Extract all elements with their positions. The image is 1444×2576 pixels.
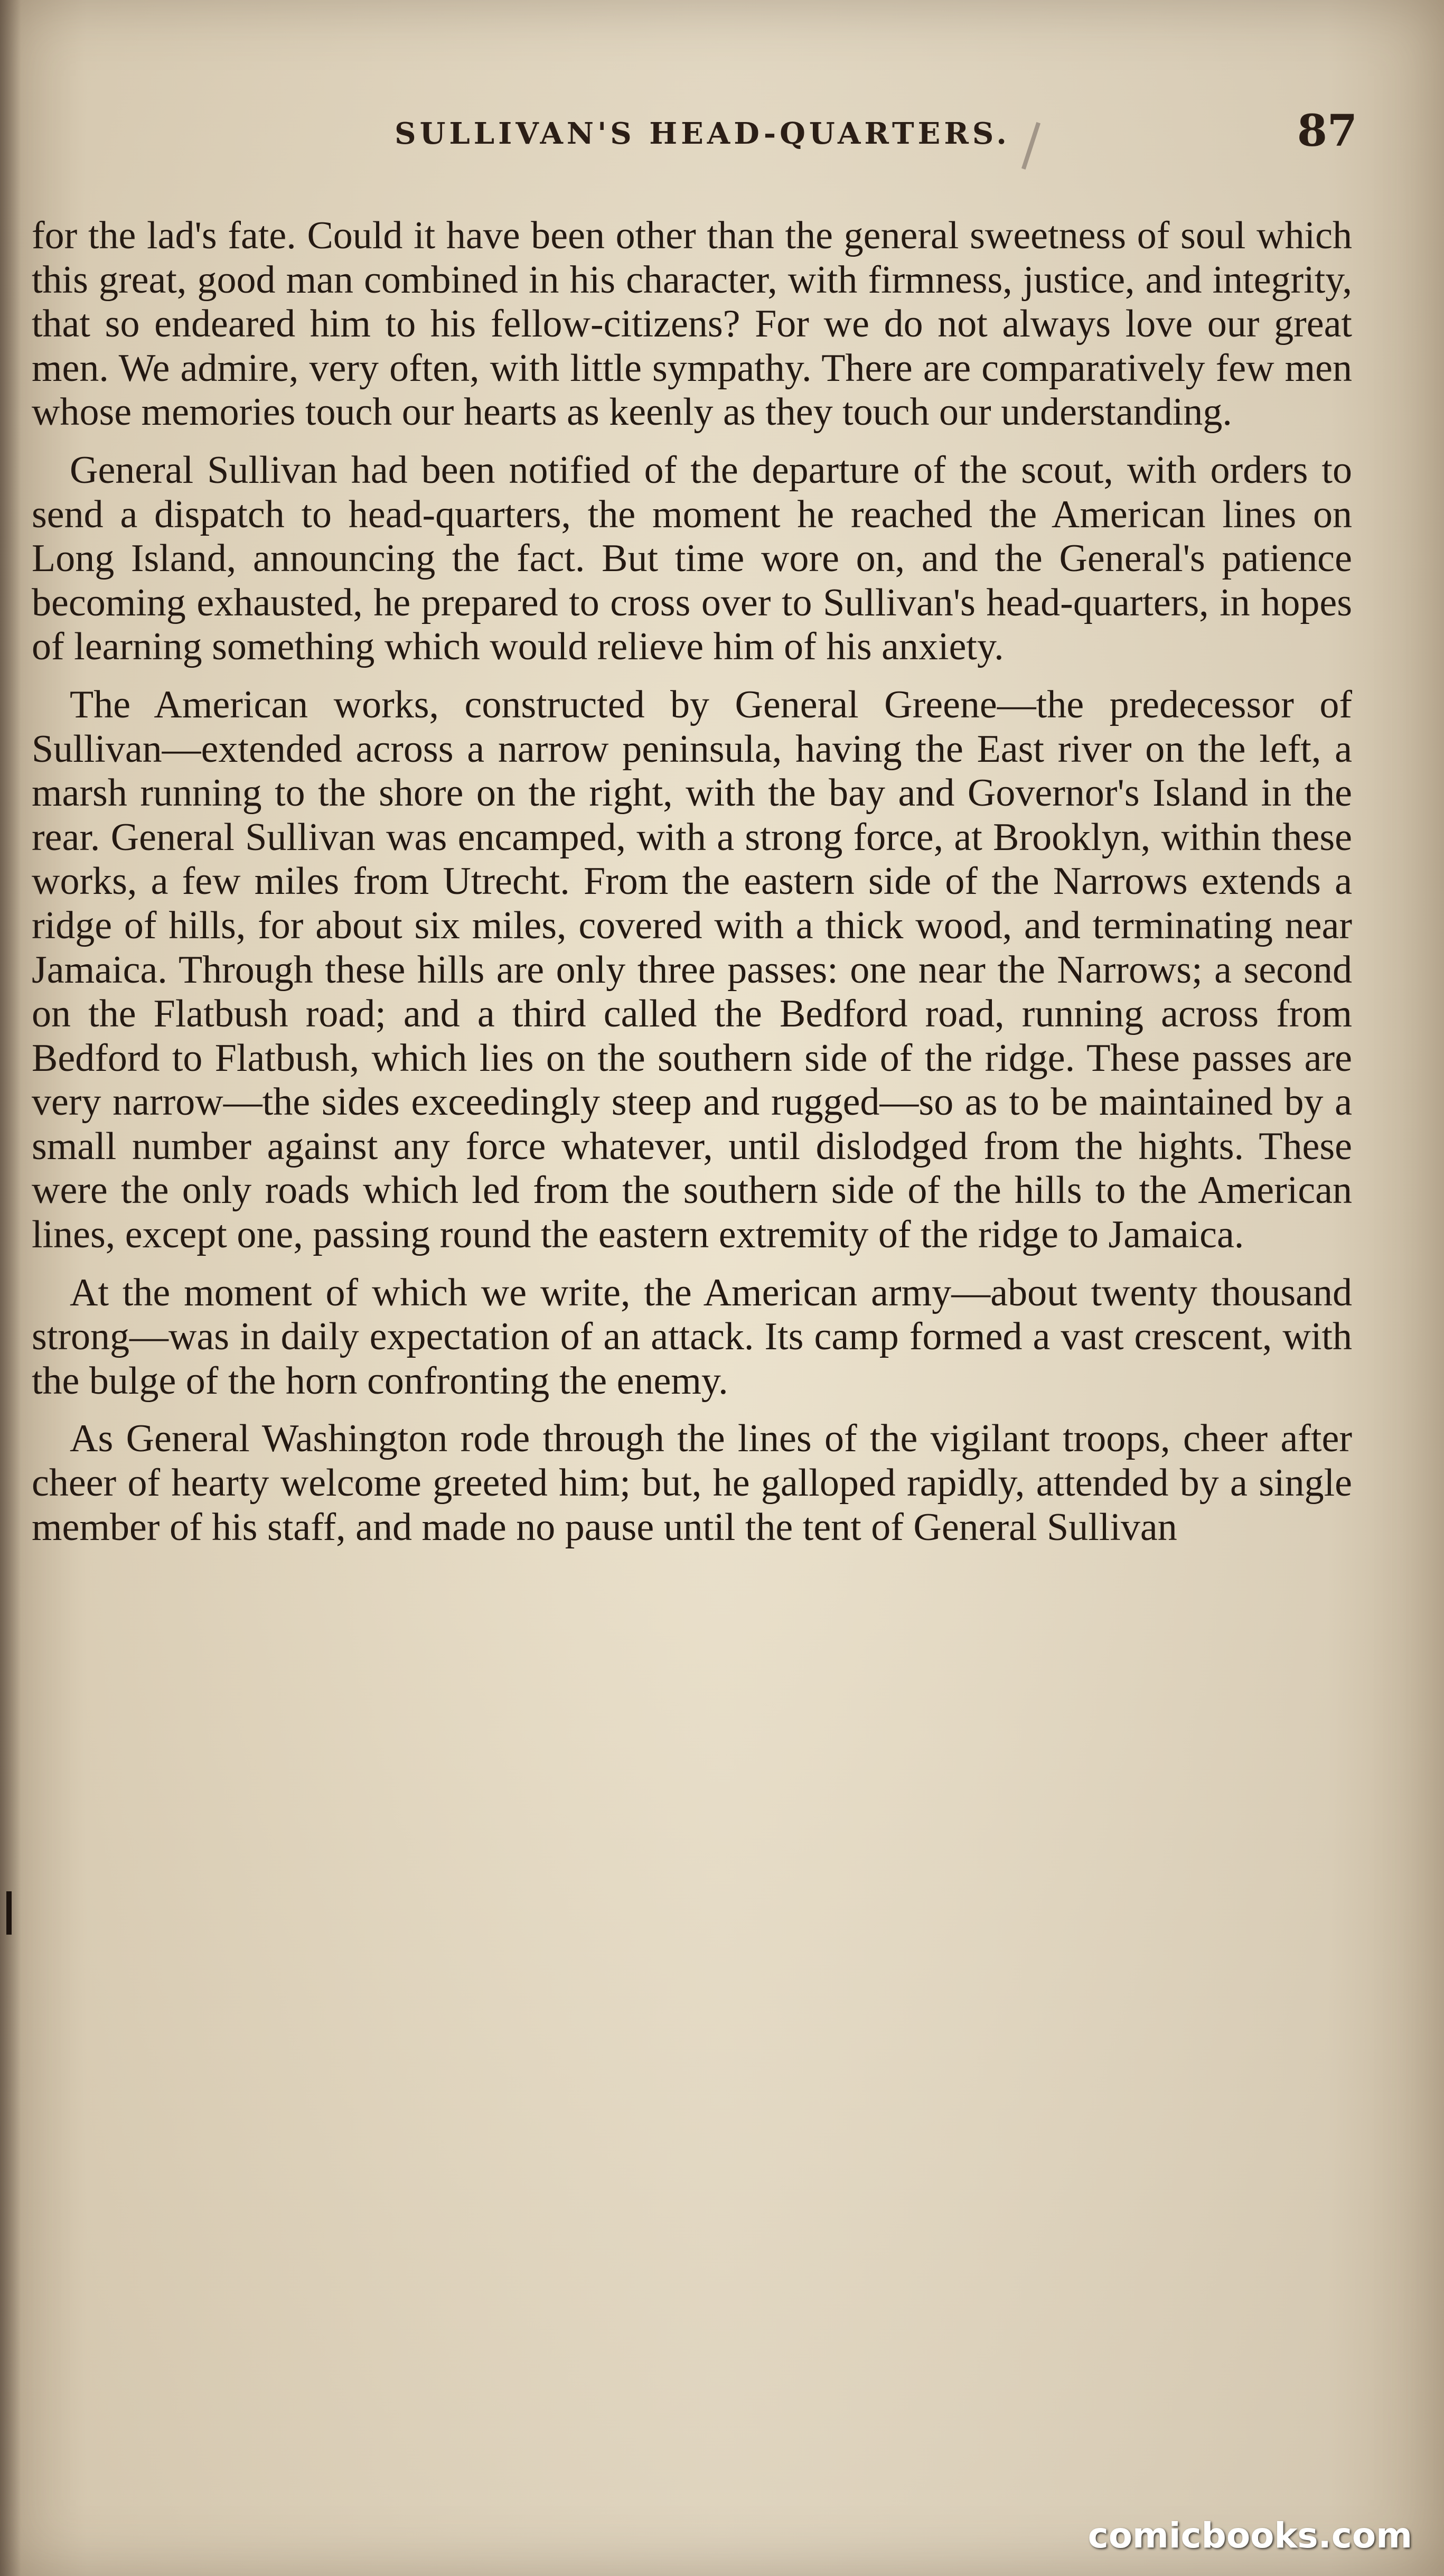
running-head: SULLIVAN'S HEAD-QUARTERS. [395, 116, 1010, 151]
paragraph-3: The American works, constructed by General Greene—the predecessor of Sullivan—extended across a narrow peninsula, having the East river on the left, a marsh running to the shore on the right, with the bay and Governor's Island in the rear. General Sullivan was encamped, with a strong force, at Brooklyn, within these works, a few miles from Utrecht. From the eastern side of the Narrows extends a ridge of hills, for about six miles, covered with a thick wood, and terminating near Jamaica. Through these hills are only three passes: one near the Narrows; a second on the Flatbush road; and a third called the Bedford road, running across from Bedford to Flatbush, which lies on the southern side of the ridge. These passes are very narrow—the sides exceedingly steep and rugged—so as to be maintained by a small number against any force whatever, until dislodged from the hights. These were the only roads which led from the southern side of the hills to the American lines, except one, passing round the eastern extremity of the ridge to Jamaica. [32, 683, 1352, 1257]
paragraph-4: At the moment of which we write, the American army—about twenty thousand strong—was in daily expectation of an attack. Its camp formed a vast crescent, with the bulge of the horn confronting the enemy. [32, 1271, 1352, 1403]
watermark: comicbooks.com [1087, 2515, 1412, 2556]
page-number: 87 [1297, 106, 1357, 156]
paragraph-1: for the lad's fate. Could it have been other than the general sweetness of soul which this great, good man combined in his character, with firmness, justice, and integrity, that so endeared him to his fellow-citizens? For we do not always love our great men. We admire, very often, with little sympathy. There are comparatively few men whose memories touch our hearts as keenly as they touch our understanding. [32, 214, 1352, 434]
paragraph-5: As General Washington rode through the lines of the vigilant troops, cheer after cheer of hearty welcome greeted him; but, he galloped rapidly, attended by a single member of his staff, and made no pause until the tent of General Sullivan [32, 1417, 1352, 1549]
page-header [32, 106, 1373, 164]
margin-mark [6, 1891, 12, 1935]
body-text [32, 214, 1352, 1563]
paragraph-2: General Sullivan had been notified of the departure of the scout, with orders to send a dispatch to head-quarters, the moment he reached the American lines on Long Island, announcing the fact. But time wore on, and the General's patience becoming exhausted, he prepared to cross over to Sullivan's head-quarters, in hopes of learning something which would relieve him of his anxiety. [32, 448, 1352, 669]
spine-shadow [0, 0, 21, 2576]
